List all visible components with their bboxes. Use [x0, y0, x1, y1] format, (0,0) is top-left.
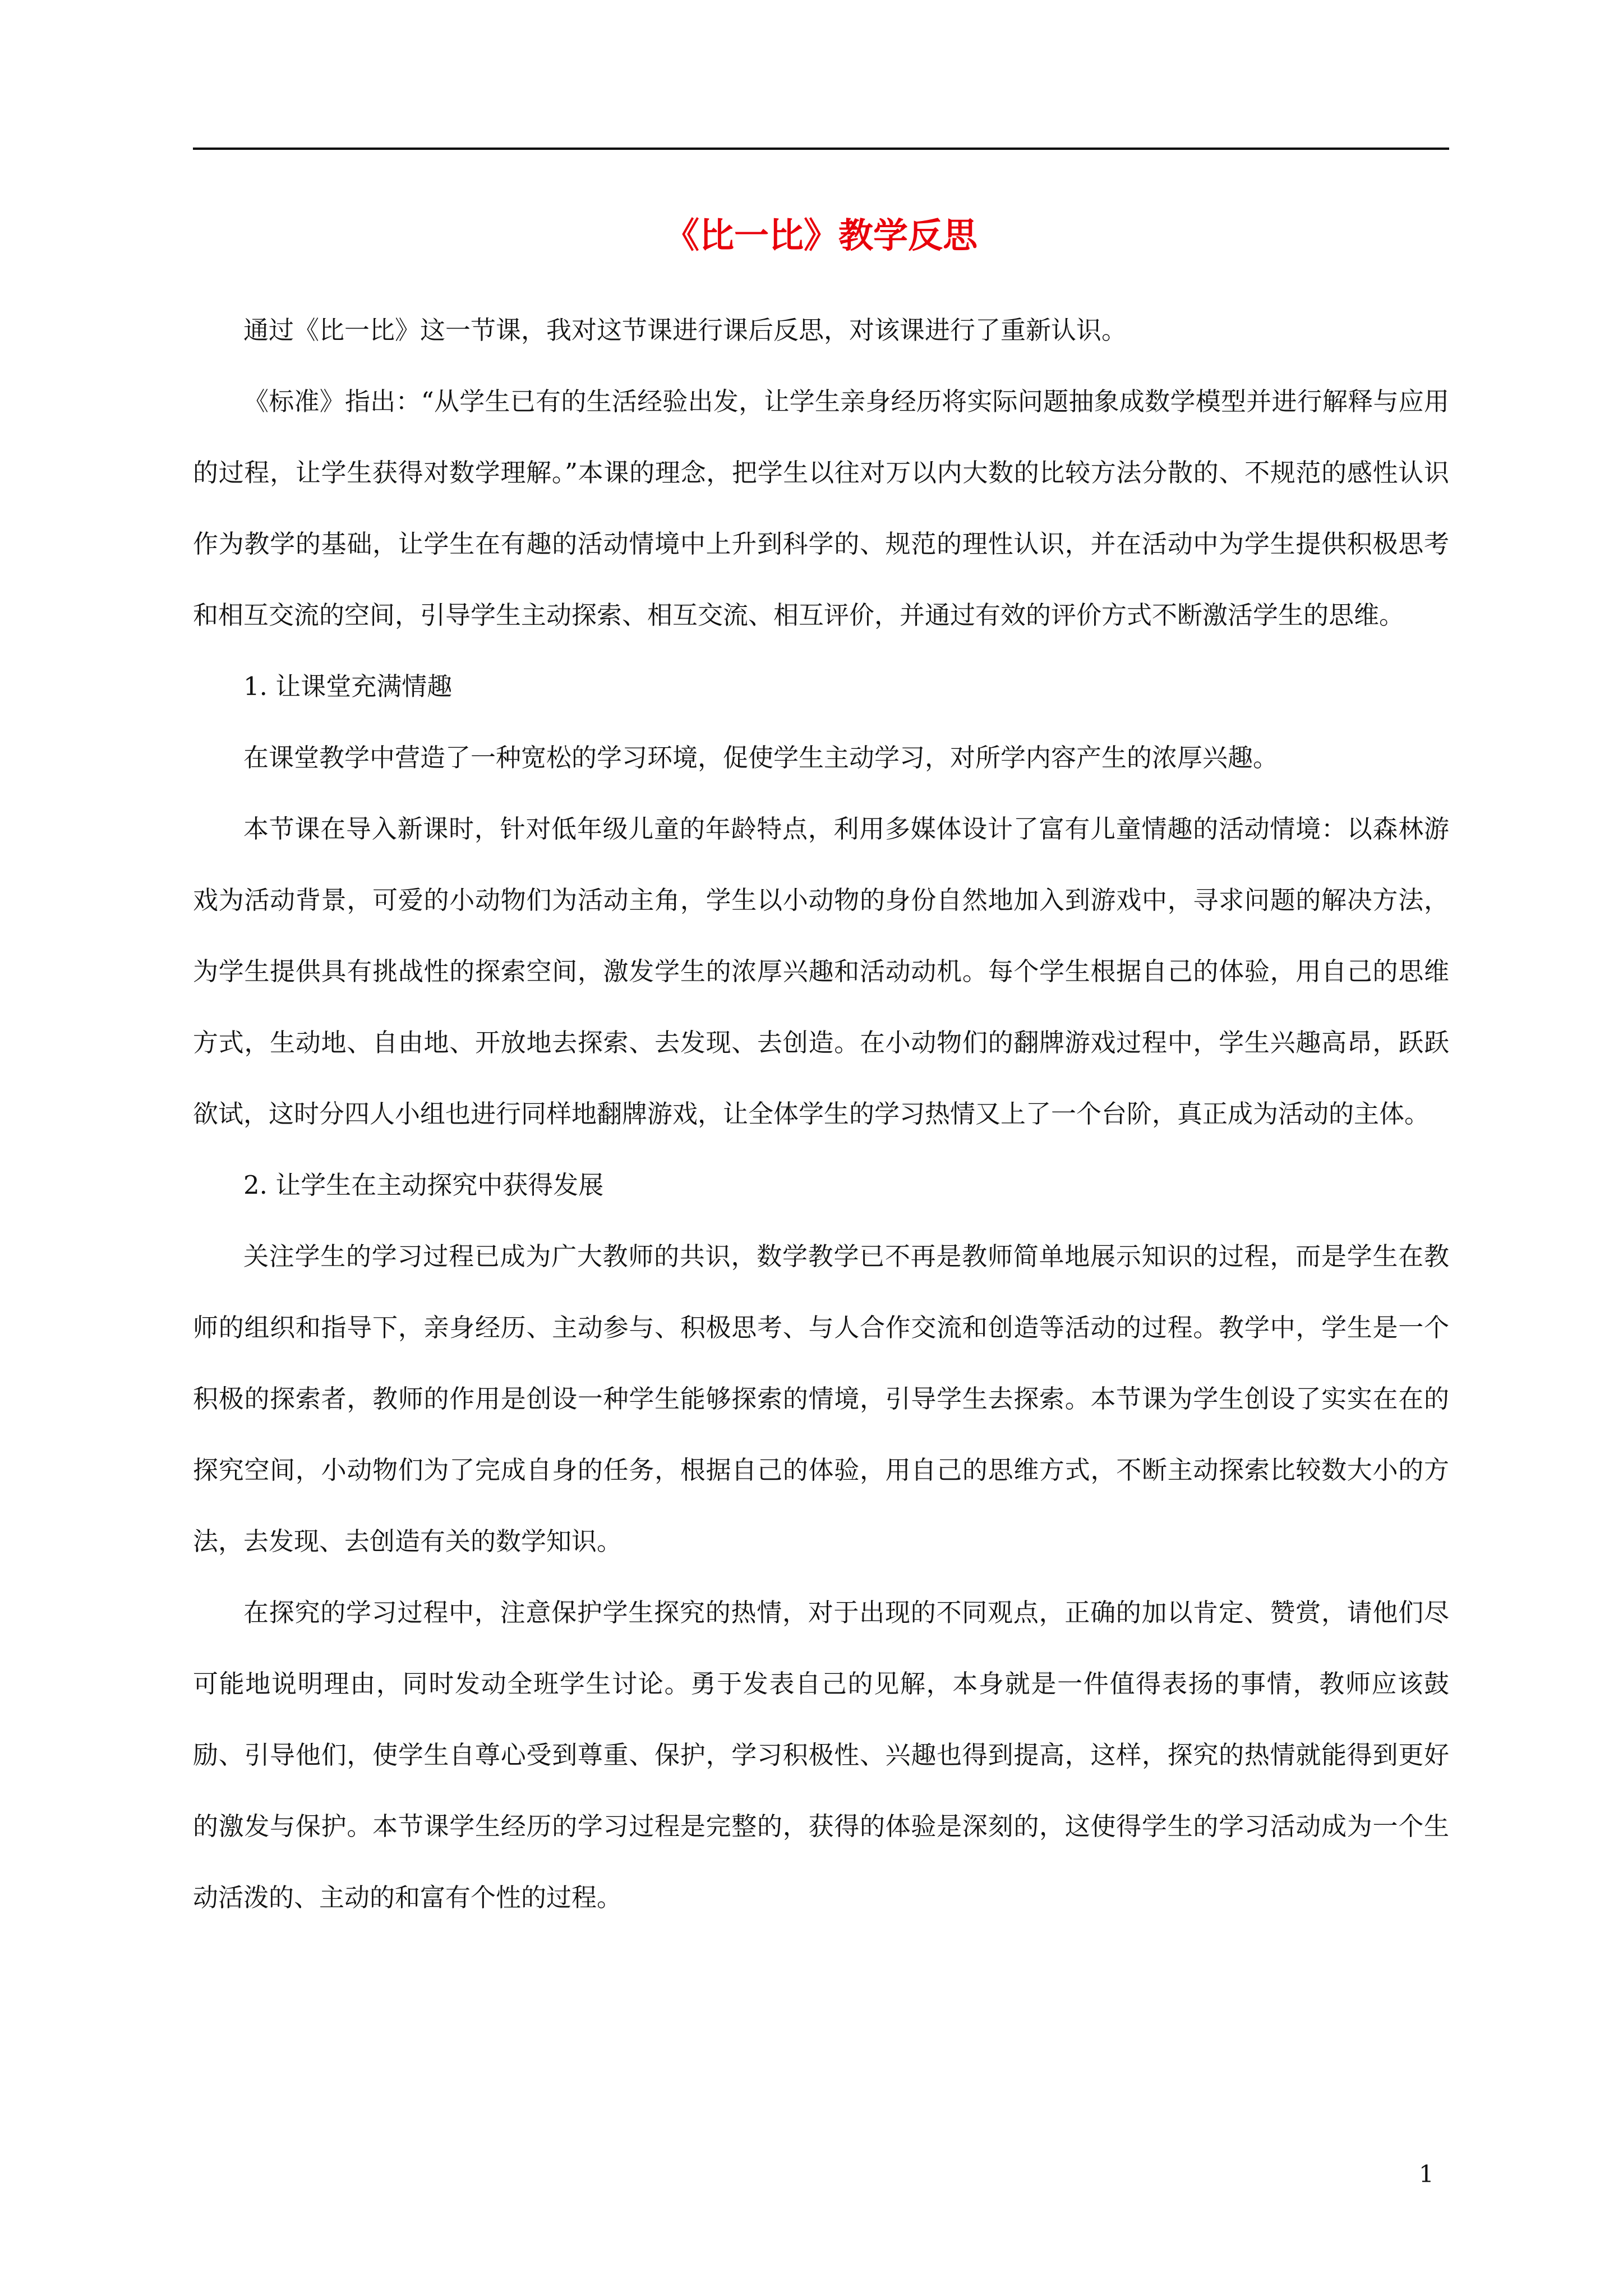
- section-heading-2: 2. 让学生在主动探究中获得发展: [243, 1170, 604, 1200]
- header-rule: [193, 148, 1449, 150]
- paragraph: 在探究的学习过程中，注意保护学生探究的热情，对于出现的不同观点，正确的加以肯定、赞赏，请他们尽可能地说明理由，同时发动全班学生讨论。勇于发表自己的见解，本身就是一件值得表扬的事情，教师应该鼓励、引导他们，使学生自尊心受到尊重、保护，学习积极性、兴趣也得到提高，这样，探究的热情就能得到更好的激发与保护。本节课学生经历的学习过程是完整的，获得的体验是深刻的，这使得学生的学习活动成为一个生动活泼的、主动的和富有个性的过程。: [193, 1598, 1449, 1912]
- paragraph: 在课堂教学中营造了一种宽松的学习环境，促使学生主动学习，对所学内容产生的浓厚兴趣。: [243, 743, 1279, 772]
- section-heading-1: 1. 让课堂充满情趣: [243, 671, 453, 701]
- page-title: 《比一比》教学反思: [664, 215, 978, 256]
- page-number: 1: [1419, 2160, 1434, 2188]
- document-body: [193, 295, 1449, 1933]
- paragraph-standard: 《标准》指出：“从学生已有的生活经验出发，让学生亲身经历将实际问题抽象成数学模型并进行解释与应用的过程，让学生获得对数学理解。”本课的理念，把学生以往对万以内大数的比较方法分散的、不规范的感性认识作为教学的基础，让学生在有趣的活动情境中上升到科学的、规范的理性认识，并在活动中为学生提供积极思考和相互交流的空间，引导学生主动探索、相互交流、相互评价，并通过有效的评价方式不断激活学生的思维。: [193, 386, 1449, 630]
- paragraph: 本节课在导入新课时，针对低年级儿童的年龄特点，利用多媒体设计了富有儿童情趣的活动情境：以森林游戏为活动背景，可爱的小动物们为活动主角，学生以小动物的身份自然地加入到游戏中，寻求问题的解决方法，为学生提供具有挑战性的探索空间，激发学生的浓厚兴趣和活动动机。每个学生根据自己的体验，用自己的思维方式，生动地、自由地、开放地去探索、去发现、去创造。在小动物们的翻牌游戏过程中，学生兴趣高昂，跃跃欲试，这时分四人小组也进行同样地翻牌游戏，让全体学生的学习热情又上了一个台阶，真正成为活动的主体。: [193, 814, 1449, 1129]
- paragraph: 关注学生的学习过程已成为广大教师的共识，数学教学已不再是教师简单地展示知识的过程，而是学生在教师的组织和指导下，亲身经历、主动参与、积极思考、与人合作交流和创造等活动的过程。教学中，学生是一个积极的探索者，教师的作用是创设一种学生能够探索的情境，引导学生去探索。本节课为学生创设了实实在在的探究空间，小动物们为了完成自身的任务，根据自己的体验，用自己的思维方式，不断主动探索比较数大小的方法，去发现、去创造有关的数学知识。: [193, 1241, 1449, 1556]
- paragraph-intro: 通过《比一比》这一节课，我对这节课进行课后反思，对该课进行了重新认识。: [243, 315, 1127, 345]
